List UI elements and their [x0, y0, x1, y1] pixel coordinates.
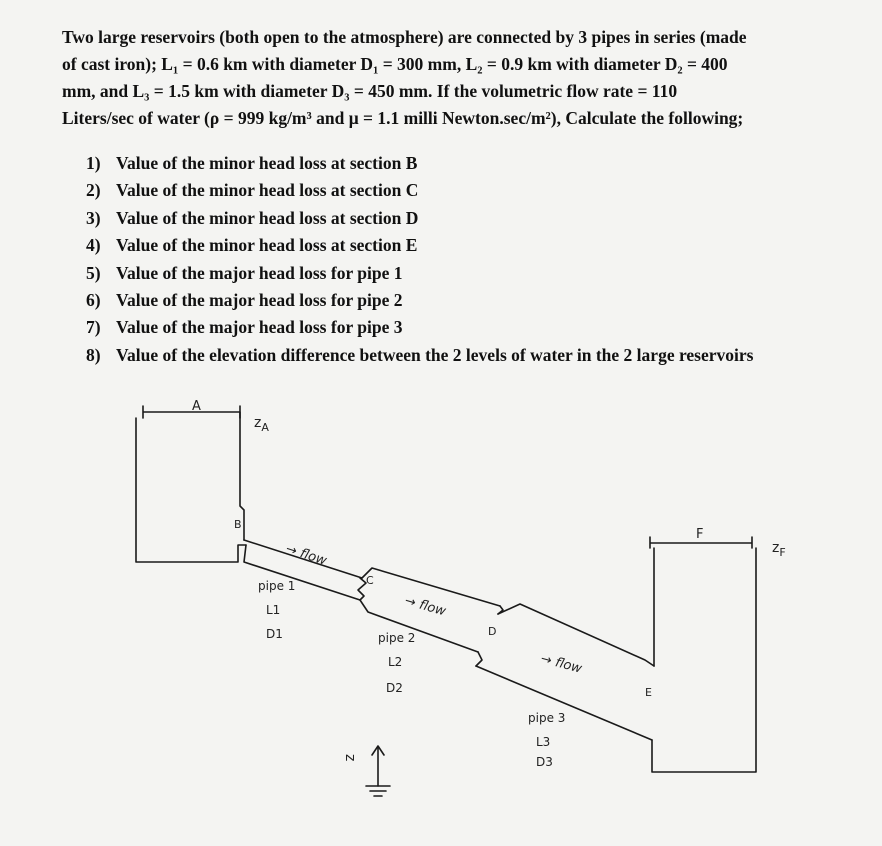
label-z-a: $z_A$ [254, 415, 269, 434]
question-number: 3) [86, 207, 101, 228]
question-text: Value of the minor head loss at section E [116, 235, 418, 256]
label-z-f: $z_F$ [772, 540, 786, 559]
flow-label-3: → flow [538, 651, 584, 677]
pipe-1-diameter: D1 [266, 627, 283, 641]
question-text: Value of the major head loss for pipe 3 [116, 317, 403, 338]
question-text: Value of the minor head loss at section C [116, 180, 419, 201]
label-a: A [192, 399, 201, 414]
datum-z-label: z [342, 754, 358, 762]
pipe-3-length: L3 [536, 735, 551, 749]
question-number: 2) [86, 180, 101, 201]
flow-label-1: → flow [283, 541, 329, 569]
pipe-1-length: L1 [266, 603, 281, 617]
reservoir-a [136, 406, 246, 562]
problem-line-1: Two large reservoirs (both open to the atmosphere) are connected by 3 pipes in series (made [62, 27, 747, 47]
label-e: E [645, 686, 652, 699]
problem-line-4: Liters/sec of water (ρ = 999 kg/m³ and μ = 1.1 milli Newton.sec/m²), Calculate the following; [62, 108, 744, 128]
reservoir-f [650, 537, 756, 772]
pipe-1-label: pipe 1 [258, 579, 296, 593]
question-number: 4) [86, 235, 101, 256]
question-number: 6) [86, 290, 101, 311]
pipe-2 [360, 568, 503, 666]
question-text: Value of the minor head loss at section B [116, 153, 418, 173]
question-text: Value of the major head loss for pipe 1 [116, 262, 403, 283]
pipe-2-diameter: D2 [386, 681, 403, 695]
label-b: B [234, 518, 242, 531]
flow-label-2: → flow [402, 593, 448, 620]
datum-symbol [366, 746, 390, 796]
problem-line-2: of cast iron); L₁ = 0.6 km with diameter D₁ = 300 mm, L₂ = 0.9 km with diameter D₂ = 400 [62, 54, 728, 74]
question-number: 8) [86, 344, 101, 365]
pipe-2-length: L2 [388, 655, 403, 669]
problem-line-3: mm, and L₃ = 1.5 km with diameter D₃ = 450 mm. If the volumetric flow rate = 110 [62, 81, 678, 101]
pipe-3-label: pipe 3 [528, 711, 566, 725]
question-number: 7) [86, 317, 101, 338]
pipe-2-label: pipe 2 [378, 631, 416, 645]
pipe-3-diameter: D3 [536, 755, 553, 769]
question-text: Value of the minor head loss at section D [116, 207, 419, 228]
question-text: Value of the elevation difference between the 2 levels of water in the 2 large reservoirs [116, 344, 754, 365]
label-d: D [488, 625, 497, 638]
question-number: 1) [86, 153, 101, 173]
label-c: C [366, 574, 374, 587]
question-text: Value of the major head loss for pipe 2 [116, 290, 403, 311]
label-f: F [696, 527, 704, 542]
question-number: 5) [86, 262, 101, 283]
